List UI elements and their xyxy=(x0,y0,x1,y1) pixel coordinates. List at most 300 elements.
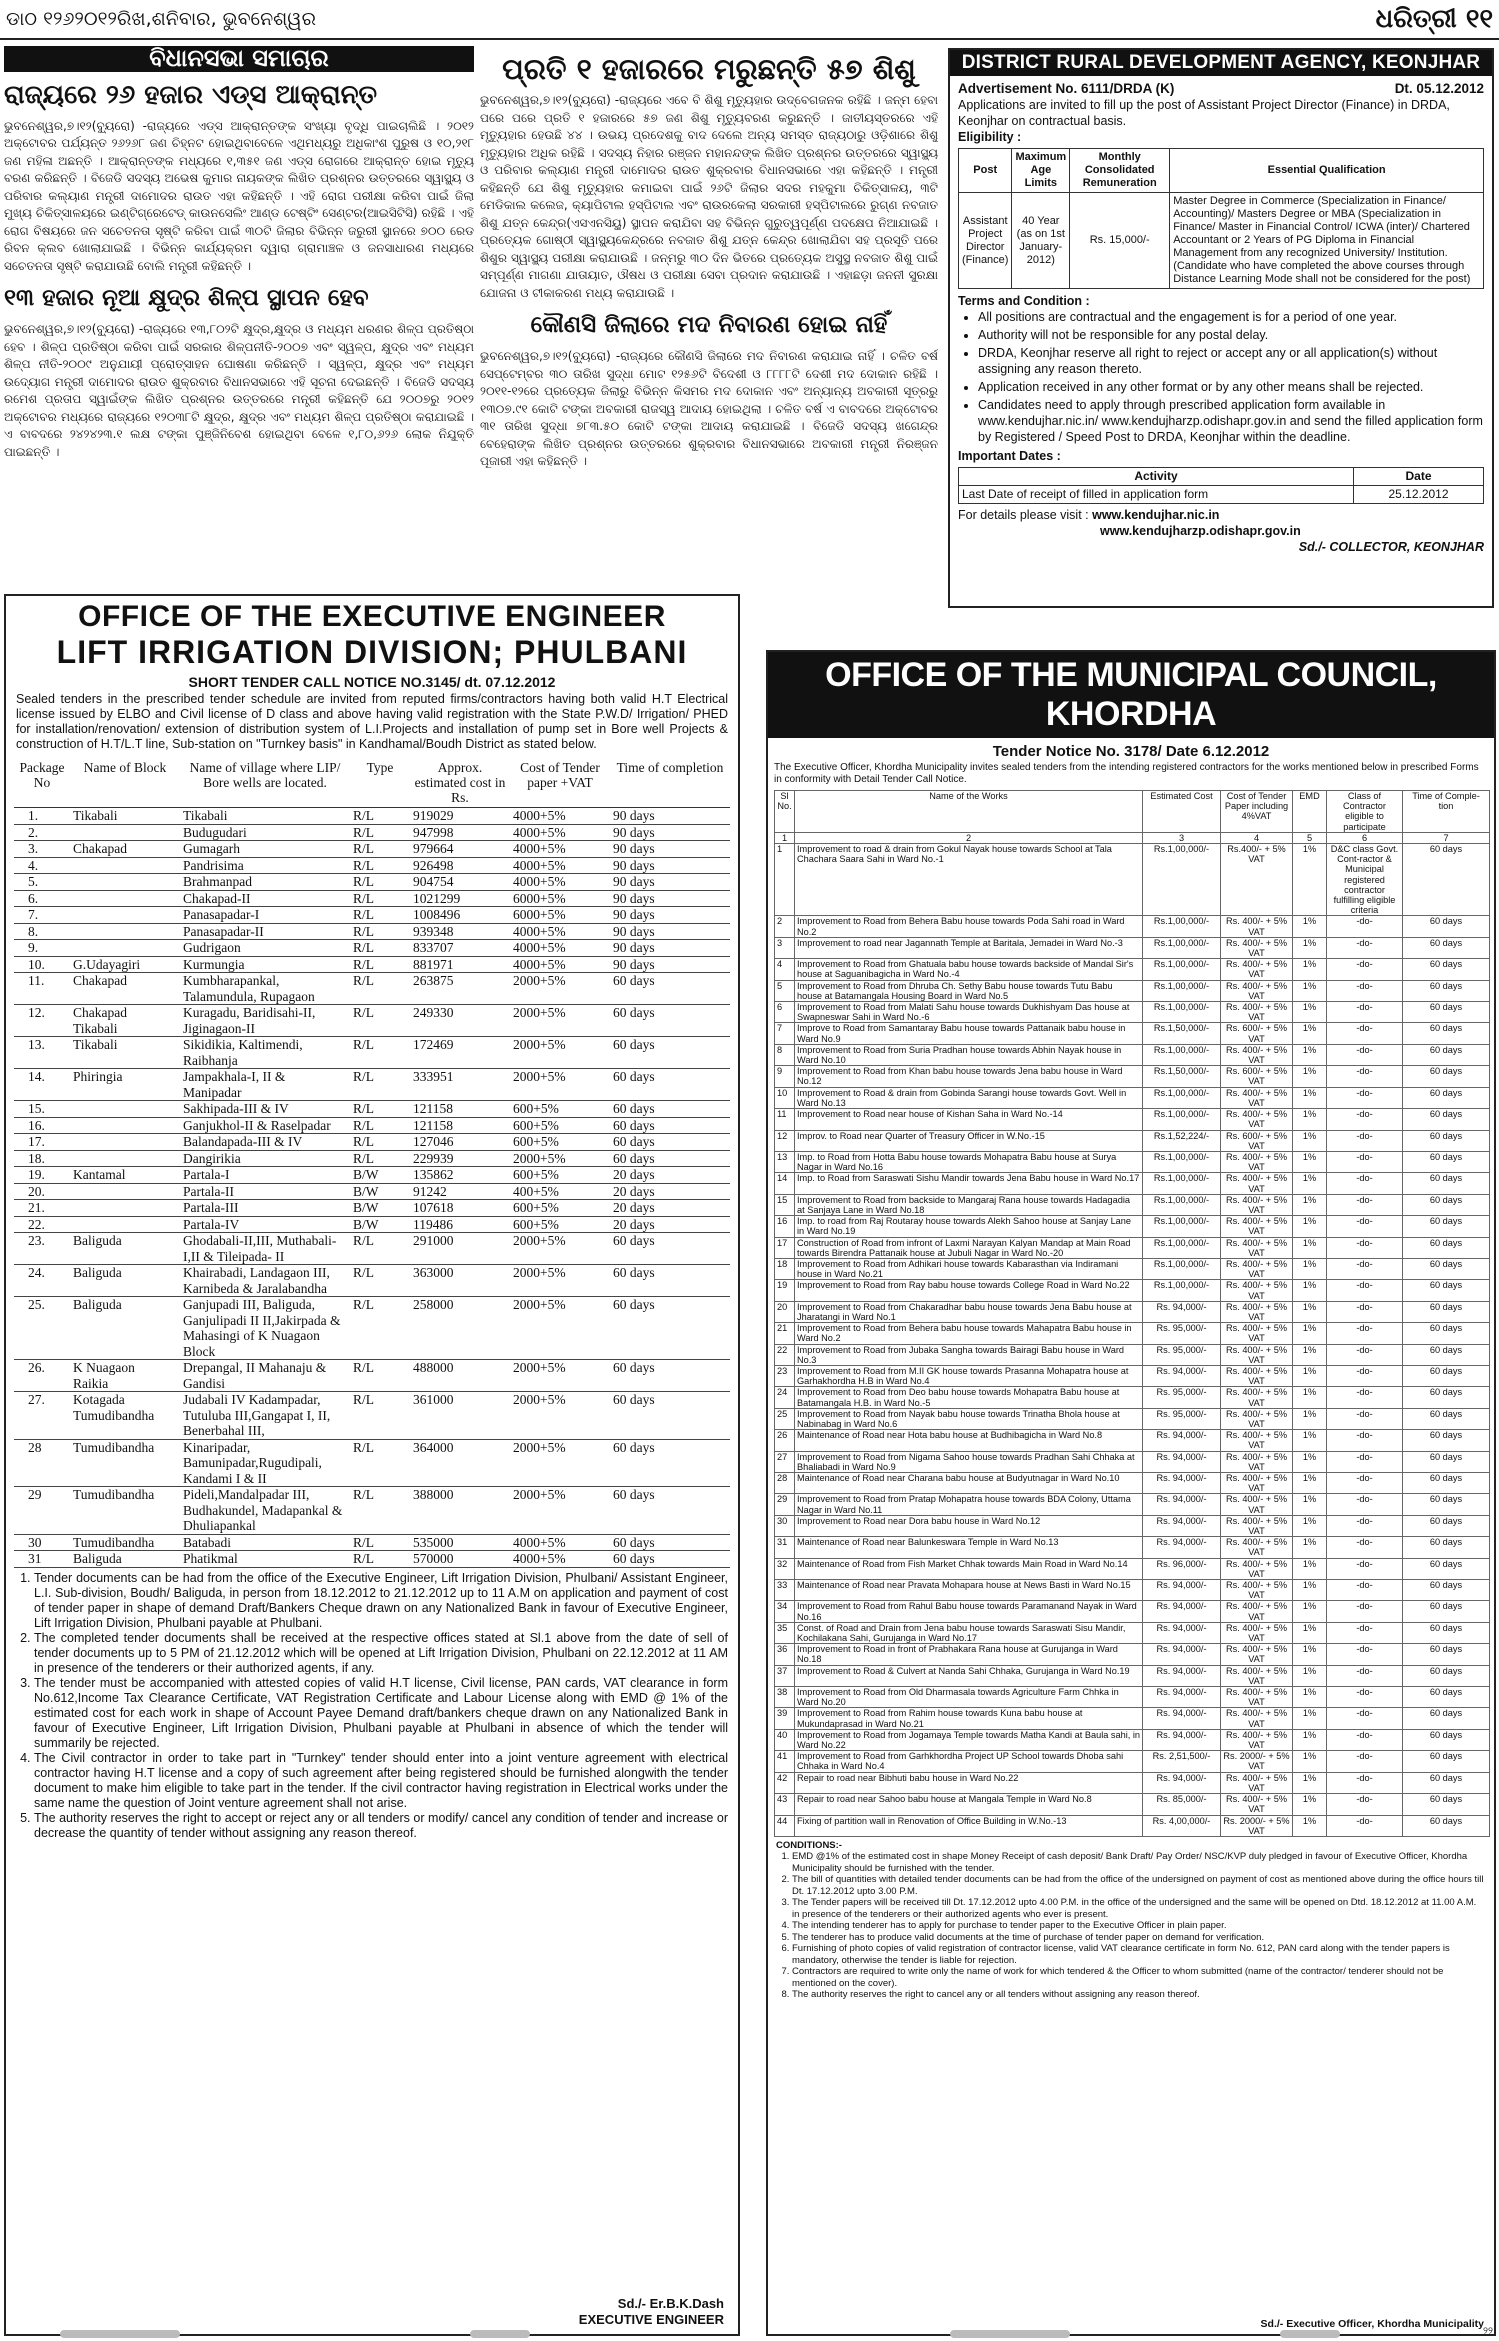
table-cell: Rs. 400/- + 5% VAT xyxy=(1221,1002,1293,1023)
table-cell: 291000 xyxy=(410,1233,510,1265)
table-cell: 600+5% xyxy=(510,1200,610,1217)
table-cell: 8. xyxy=(14,923,70,940)
table-cell: Rs. 400/- + 5% VAT xyxy=(1221,1216,1293,1237)
lift-notice-no: SHORT TENDER CALL NOTICE NO.3145/ dt. 07.12.2012 xyxy=(188,674,556,690)
table-cell: R/L xyxy=(350,940,410,957)
table-row xyxy=(775,1130,1490,1151)
table-cell: Rs. 400/- + 5% VAT xyxy=(1221,1365,1293,1386)
table-cell: 90 days xyxy=(610,923,730,940)
table-cell: Rs. 94,000/- xyxy=(1143,1772,1221,1793)
table-cell: Improvement to Road from Rahim house towards Kuna babu house at Mukundaprasad in Ward No.21 xyxy=(795,1708,1143,1729)
table-cell: 29 xyxy=(775,1494,795,1515)
table-cell: 90 days xyxy=(610,824,730,841)
table-cell: Tikabali xyxy=(70,808,180,825)
table-row xyxy=(14,1233,730,1265)
table-cell: R/L xyxy=(350,1101,410,1118)
table-cell: Rs. 95,000/- xyxy=(1143,1323,1221,1344)
table-cell: Improve to Road from Samantaray Babu house towards Pattanaik babu house in Ward No.9 xyxy=(795,1023,1143,1044)
table-cell: 60 days xyxy=(1403,1430,1490,1451)
table-cell: Rs. 400/- + 5% VAT xyxy=(1221,1258,1293,1279)
table-row xyxy=(775,1044,1490,1065)
table-row xyxy=(775,1365,1490,1386)
table-cell: 20 days xyxy=(610,1167,730,1184)
table-cell: Rs. 400/- + 5% VAT xyxy=(1221,1601,1293,1622)
table-cell: Rs.1,00,000/- xyxy=(1143,1237,1221,1258)
drda-activity-date: 25.12.2012 xyxy=(1354,486,1484,504)
table-cell: Improvement to Road from Ray babu house towards College Road in Ward No.22 xyxy=(795,1280,1143,1301)
table-cell: Tumudibandha xyxy=(70,1487,180,1535)
table-cell: 600+5% xyxy=(510,1117,610,1134)
table-row xyxy=(14,1005,730,1037)
table-cell: Rs.1,00,000/- xyxy=(1143,1087,1221,1108)
drda-th-activity: Activity xyxy=(959,468,1354,486)
table-cell: Rs. 400/- + 5% VAT xyxy=(1221,1173,1293,1194)
municipal-notice xyxy=(766,650,1496,2336)
table-cell: 2000+5% xyxy=(510,1392,610,1440)
table-cell: 44 xyxy=(775,1815,795,1836)
table-cell: -do- xyxy=(1327,1173,1403,1194)
table-row xyxy=(775,1173,1490,1194)
table-cell: 400+5% xyxy=(510,1183,610,1200)
table-cell: 1% xyxy=(1293,1815,1327,1836)
drda-th-pay: Monthly Consolidated Remuneration xyxy=(1070,149,1170,193)
table-cell: 28 xyxy=(14,1439,70,1487)
table-cell: 60 days xyxy=(610,1297,730,1360)
table-cell: 60 days xyxy=(610,1487,730,1535)
table-cell: 881971 xyxy=(410,956,510,973)
table-cell: G.Udayagiri xyxy=(70,956,180,973)
table-cell: 1% xyxy=(1293,1665,1327,1686)
table-cell: Rs. 400/- + 5% VAT xyxy=(1221,1515,1293,1536)
table-row xyxy=(14,923,730,940)
drda-advertisement xyxy=(948,48,1494,608)
table-row xyxy=(14,940,730,957)
table-cell: Panasapadar-II xyxy=(180,923,350,940)
table-cell: 60 days xyxy=(1403,1087,1490,1108)
table-cell: 60 days xyxy=(1403,1194,1490,1215)
table-cell: 91242 xyxy=(410,1183,510,1200)
table-cell: 60 days xyxy=(1403,1665,1490,1686)
table-row xyxy=(14,841,730,858)
table-cell: 1% xyxy=(1293,1687,1327,1708)
table-cell: -do- xyxy=(1327,1280,1403,1301)
table-cell: 39 xyxy=(775,1708,795,1729)
table-cell: 60 days xyxy=(610,1117,730,1134)
table-cell: Chakapad Tikabali xyxy=(70,1005,180,1037)
table-cell: Improvement to Road from Dhruba Ch. Sethy Babu house towards Tutu Babu house at Batamangala Housing Board in Ward No.5 xyxy=(795,980,1143,1001)
table-cell: 20. xyxy=(14,1183,70,1200)
table-cell: D&C class Govt. Cont-ractor & Municipal registered contractor fulfilling eligible criteria xyxy=(1327,844,1403,916)
table-cell: Chakapad-II xyxy=(180,890,350,907)
table-cell: Rs. 400/- + 5% VAT xyxy=(1221,937,1293,958)
muni-th: EMD xyxy=(1293,791,1327,833)
table-cell: Budugudari xyxy=(180,824,350,841)
drda-activity: Last Date of receipt of filled in application form xyxy=(959,486,1354,504)
table-cell: 35 xyxy=(775,1622,795,1643)
table-cell xyxy=(70,1183,180,1200)
table-cell: 2000+5% xyxy=(510,1439,610,1487)
table-cell xyxy=(70,907,180,924)
drda-visit-label: For details please visit : xyxy=(958,508,1089,522)
table-row xyxy=(14,1167,730,1184)
table-cell: 119486 xyxy=(410,1216,510,1233)
muni-signature: Sd./- Executive Officer, Khordha Municipality xyxy=(1260,2318,1484,2330)
table-cell: 60 days xyxy=(610,1265,730,1297)
table-cell: Imp. to road from Raj Routaray house towards Alekh Sahoo house at Sanjay Lane in Ward No.19 xyxy=(795,1216,1143,1237)
table-cell: 6 xyxy=(775,1002,795,1023)
table-cell: 363000 xyxy=(410,1265,510,1297)
table-cell: R/L xyxy=(350,1487,410,1535)
table-cell: 11 xyxy=(775,1109,795,1130)
table-cell: Maintenance of Road near Balunkeswara Temple in Ward No.13 xyxy=(795,1537,1143,1558)
table-cell: R/L xyxy=(350,1069,410,1101)
table-cell: Rs. 400/- + 5% VAT xyxy=(1221,1301,1293,1322)
drda-signature: Sd./- COLLECTOR, KEONJHAR xyxy=(1298,540,1484,554)
table-cell: R/L xyxy=(350,841,410,858)
table-cell: 60 days xyxy=(1403,1644,1490,1665)
table-cell: 1% xyxy=(1293,1473,1327,1494)
table-cell: -do- xyxy=(1327,937,1403,958)
table-cell: Gudrigaon xyxy=(180,940,350,957)
drda-site-1[interactable]: www.kendujhar.nic.in xyxy=(1092,508,1220,522)
table-row xyxy=(775,916,1490,937)
table-cell: 60 days xyxy=(1403,1708,1490,1729)
table-cell: 9 xyxy=(775,1066,795,1087)
table-cell: 600+5% xyxy=(510,1216,610,1233)
table-cell: Tumudibandha xyxy=(70,1534,180,1551)
liquor-article: ଭୁବନେଶ୍ୱର,୭।୧୨(ବ୍ୟୁରୋ) -ରାଜ୍ୟରେ କୌଣସି ଜିଲାରେ ମଦ ନିବାରଣ କରାଯାଇ ନାହିଁ । ଚଳିତ ବର୍ଷ ସେପ୍ଟେମ୍ବର ୩୦ ତାରିଖ ସୁଦ୍ଧା ମୋଟ ୧୨୫୬ଟି ବିଦେଶୀ ଓ ୮୮୮୮ଟି ଦେଶୀ ମଦ ଦୋକାନ ରହିଛି । ୨୦୧୧-୧୨ରେ ପ୍ରତ୍ୟେକ ଜିଲାରୁ ବିଭିନ୍ନ କିସମର ମଦ ଦୋକାନ ଏବଂ ଅନ୍ୟାନ୍ୟ ଅବକାରୀ ସୂତ୍ରରୁ ୧୩୦୭.୯୧ କୋଟି ଟଙ୍କା ଅବକାରୀ ରାଜସ୍ୱ ଆଦାୟ ହୋଇଥିଲା । ଚଳିତ ବର୍ଷ ଏ ବାବଦରେ ଅକ୍ଟୋବର ୩୧ ତାରିଖ ସୁଦ୍ଧା ୭୮୩.୫୦ କୋଟି ଟଙ୍କା ଆଦାୟ କରାଯାଇଛି । ବିଜେଡି ସଦସ୍ୟ ଖଗେନ୍ଦ୍ର ବେହେରାଙ୍କ ଲିଖିତ ପ୍ରଶ୍ନର ଉତ୍ତରରେ ଶୁକ୍ରବାର ବିଧାନସଭାରେ ଅବକାରୀ ମନ୍ତ୍ରୀ ନିରଞ୍ଜନ ପୂଜାରୀ ଏହା କହିଛନ୍ତି । xyxy=(480,349,938,468)
table-cell: Rs. 94,000/- xyxy=(1143,1451,1221,1472)
page-number: ୨୨ xyxy=(1483,2326,1493,2337)
table-cell: 2000+5% xyxy=(510,1265,610,1297)
table-cell: 16. xyxy=(14,1117,70,1134)
table-cell: 333951 xyxy=(410,1069,510,1101)
drda-site-2[interactable]: www.kendujharzp.odishapr.gov.in xyxy=(1100,524,1301,538)
table-cell: 28 xyxy=(775,1473,795,1494)
table-cell: Improvement to Road from Behera Babu house towards Poda Sahi road in Ward No.2 xyxy=(795,916,1143,937)
table-cell: Improvement to Road & Culvert at Nanda Sahi Chhaka, Gurujanga in Ward No.19 xyxy=(795,1665,1143,1686)
table-cell: R/L xyxy=(350,874,410,891)
table-cell: Partala-III xyxy=(180,1200,350,1217)
table-cell: 33 xyxy=(775,1580,795,1601)
table-cell: Kuragadu, Baridisahi-II, Jiginagaon-II xyxy=(180,1005,350,1037)
table-cell: R/L xyxy=(350,923,410,940)
table-cell: 2000+5% xyxy=(510,1487,610,1535)
table-cell: 19 xyxy=(775,1280,795,1301)
table-row xyxy=(775,1537,1490,1558)
table-cell: 60 days xyxy=(1403,1002,1490,1023)
table-cell: K Nuagaon Raikia xyxy=(70,1360,180,1392)
muni-colnum: 4 xyxy=(1221,832,1293,843)
table-cell: 60 days xyxy=(1403,1130,1490,1151)
table-cell: -do- xyxy=(1327,980,1403,1001)
table-cell: 979664 xyxy=(410,841,510,858)
table-cell: 60 days xyxy=(1403,1237,1490,1258)
table-cell: 1% xyxy=(1293,959,1327,980)
table-cell: Rs. 400/- + 5% VAT xyxy=(1221,1109,1293,1130)
table-cell: Improvement to road near Jagannath Temple at Baritala, Jemadei in Ward No.-3 xyxy=(795,937,1143,958)
table-cell: -do- xyxy=(1327,1794,1403,1815)
table-cell: -do- xyxy=(1327,1023,1403,1044)
table-cell: Partala-II xyxy=(180,1183,350,1200)
lift-sig-name: Sd./- Er.B.K.Dash xyxy=(617,2296,724,2311)
table-cell: 29 xyxy=(14,1487,70,1535)
table-cell: 25 xyxy=(775,1408,795,1429)
table-cell: -do- xyxy=(1327,1494,1403,1515)
table-cell: -do- xyxy=(1327,1002,1403,1023)
table-cell: R/L xyxy=(350,1134,410,1151)
table-cell: 60 days xyxy=(610,1392,730,1440)
table-cell: -do- xyxy=(1327,1066,1403,1087)
table-cell: 36 xyxy=(775,1644,795,1665)
table-cell: Ganjupadi III, Baliguda, Ganjulipadi II II,Jakirpada & Mahasingi of K Nuagaon Block xyxy=(180,1297,350,1360)
table-cell: Rs. 400/- + 5% VAT xyxy=(1221,1194,1293,1215)
muni-condition: 5. The tenderer has to produce valid documents at the time of purchase of tender paper on demand for verification. xyxy=(792,1932,1486,1944)
industry-article: ଭୁବନେଶ୍ୱର,୭।୧୨(ବ୍ୟୁରୋ) -ରାଜ୍ୟରେ ୧୩,୮୦୨ଟି କ୍ଷୁଦ୍ର,କ୍ଷୁଦ୍ର ଓ ମଧ୍ୟମ ଧରଣର ଶିଳ୍ପ ପ୍ରତିଷ୍ଠା ହେବ । ଶିଳ୍ପ ପ୍ରତିଷ୍ଠା କରିବା ପାଇଁ ସରକାର ଶିଳ୍ପନୀତି-୨୦୦୭ ଏବଂ ସ୍ୱଳ୍ପ, କ୍ଷୁଦ୍ର ଏବଂ ମଧ୍ୟମ ଶିଳ୍ପ ନୀତି-୨୦୦୯ ଅନୁଯାୟୀ ପ୍ରୋତ୍ସାହନ ଘୋଷଣା କରିଛନ୍ତି । ସ୍ୱଳ୍ପ, କ୍ଷୁଦ୍ର ଏବଂ ମଧ୍ୟମ ଉଦ୍ୟୋଗ ମନ୍ତ୍ରୀ ଦାମୋଦର ରାଉତ ଶୁକ୍ରବାର ବିଧାନସଭାରେ ଏହି ସୂଚନା ଦେଇଛନ୍ତି । ବିଜେଡି ସଦସ୍ୟ ରମେଶ ପ୍ରତାପ ସ୍ୱାଇଁଙ୍କ ଲିଖିତ ପ୍ରଶ୍ନର ଉତ୍ତରରେ ମନ୍ତ୍ରୀ କହିଛନ୍ତି ଯେ ୨୦୦୭ରୁ ୨୦୧୨ ଅକ୍ଟୋବର ମଧ୍ୟରେ ରାଜ୍ୟରେ ୧୨୦୩୮ଟି କ୍ଷୁଦ୍ର, କ୍ଷୁଦ୍ର ଏବଂ ମଧ୍ୟମ ଶିଳ୍ପ ପ୍ରତିଷ୍ଠା କରାଯାଇଛି । ଏ ବାବଦରେ ୨୪୨୪୨୩.୧ ଲକ୍ଷ ଟଙ୍କା ପୁଞ୍ଜିନିବେଶ ହୋଇଥିବା ବେଳେ ୧,୮୦,୬୨୬ ଲୋକ ନିଯୁକ୍ତି ପାଇଛନ୍ତି । xyxy=(4,322,474,459)
table-cell: Rs.1,00,000/- xyxy=(1143,1258,1221,1279)
table-cell: B/W xyxy=(350,1200,410,1217)
table-cell: 60 days xyxy=(610,1233,730,1265)
table-cell: Panasapadar-I xyxy=(180,907,350,924)
table-cell: Rs. 94,000/- xyxy=(1143,1494,1221,1515)
lift-note: 4. The Civil contractor in order to take part in "Turnkey" tender should enter into a joint venture agreement with electrical contractor having H.T license and a copy of such agreement after being registered should be furnished alongwith the tender document to make him eligible to take part in the tender. If the civil contractor having registration in Electrical works under the same name the question of Joint venture agreement shall not arise. xyxy=(34,1751,728,1811)
table-cell: -do- xyxy=(1327,1644,1403,1665)
table-cell: 2000+5% xyxy=(510,1069,610,1101)
table-row xyxy=(775,1387,1490,1408)
table-cell: Rs. 94,000/- xyxy=(1143,1580,1221,1601)
table-cell: Improv. to Road near Quarter of Treasury Officer in W.No.-15 xyxy=(795,1130,1143,1151)
muni-th: Class of Contractor eligible to participate xyxy=(1327,791,1403,833)
table-cell: Repair to road near Sahoo babu house at Mangala Temple in Ward No.8 xyxy=(795,1794,1143,1815)
table-cell: Rs.1,00,000/- xyxy=(1143,1216,1221,1237)
table-cell: Improvement to Road from M.II GK house towards Prasanna Mohapatra house at Garhakhordha H.B in Ward No.4 xyxy=(795,1365,1143,1386)
table-cell: 60 days xyxy=(610,1534,730,1551)
lift-th: Type xyxy=(350,758,410,808)
table-cell: 60 days xyxy=(1403,1537,1490,1558)
table-cell: 11. xyxy=(14,973,70,1005)
table-cell: 1% xyxy=(1293,1344,1327,1365)
table-cell: 60 days xyxy=(1403,1494,1490,1515)
table-row xyxy=(775,1323,1490,1344)
table-cell: -do- xyxy=(1327,1751,1403,1772)
table-cell: 90 days xyxy=(610,907,730,924)
table-cell: Rs. 600/- + 5% VAT xyxy=(1221,1130,1293,1151)
table-cell: Rs. 94,000/- xyxy=(1143,1601,1221,1622)
table-cell: Improvement to Road from Deo babu house towards Mohapatra Babu house at Batamangala H.B. in Ward No.-5 xyxy=(795,1387,1143,1408)
table-cell: Rs. 400/- + 5% VAT xyxy=(1221,1644,1293,1665)
table-cell: 1% xyxy=(1293,937,1327,958)
table-cell: 2000+5% xyxy=(510,1150,610,1167)
table-cell: Improvement to Road from Nigama Sahoo house towards Pradhan Sahi Chhaka at Bhaliabadi in Ward No.9 xyxy=(795,1451,1143,1472)
table-cell: Rs. 94,000/- xyxy=(1143,1430,1221,1451)
table-row xyxy=(14,874,730,891)
table-cell: 2000+5% xyxy=(510,1037,610,1069)
table-cell: 20 xyxy=(775,1301,795,1322)
table-cell: -do- xyxy=(1327,916,1403,937)
table-cell: 1% xyxy=(1293,1280,1327,1301)
table-cell: 4000+5% xyxy=(510,841,610,858)
table-cell: 488000 xyxy=(410,1360,510,1392)
table-cell: 4000+5% xyxy=(510,874,610,891)
table-cell: Rs. 400/- + 5% VAT xyxy=(1221,1430,1293,1451)
table-cell: Rs. 94,000/- xyxy=(1143,1301,1221,1322)
table-cell: 4000+5% xyxy=(510,824,610,841)
table-cell: Improvement to Road from Ghatuala babu house towards backside of Mandal Sir's house at Saguanibagicha in Ward No.-4 xyxy=(795,959,1143,980)
table-cell: 6000+5% xyxy=(510,890,610,907)
table-cell: Sikidikia, Kaltimendi, Raibhanja xyxy=(180,1037,350,1069)
table-cell: Rs. 400/- + 5% VAT xyxy=(1221,1280,1293,1301)
table-cell: 60 days xyxy=(610,1037,730,1069)
table-cell: 249330 xyxy=(410,1005,510,1037)
table-row xyxy=(14,1150,730,1167)
muni-colnum: 5 xyxy=(1293,832,1327,843)
drda-intro: Applications are invited to fill up the post of Assistant Project Director (Finance) in DRDA, Keonjhar on contractual basis. xyxy=(958,98,1450,128)
table-cell: -do- xyxy=(1327,1258,1403,1279)
muni-th: Name of the Works xyxy=(795,791,1143,833)
table-cell: 60 days xyxy=(610,1439,730,1487)
table-cell: 60 days xyxy=(1403,1558,1490,1579)
table-cell: 25. xyxy=(14,1297,70,1360)
table-cell: 1% xyxy=(1293,1151,1327,1172)
table-cell: 4000+5% xyxy=(510,940,610,957)
drda-th-post: Post xyxy=(959,149,1012,193)
table-cell: Rs.1,00,000/- xyxy=(1143,1044,1221,1065)
table-row xyxy=(14,1069,730,1101)
table-cell: 263875 xyxy=(410,973,510,1005)
table-cell: 60 days xyxy=(1403,937,1490,958)
table-cell: 60 days xyxy=(1403,1408,1490,1429)
table-cell: -do- xyxy=(1327,959,1403,980)
registration-mark xyxy=(1280,2330,1340,2338)
table-cell: Kantamal xyxy=(70,1167,180,1184)
registration-mark xyxy=(470,2330,530,2338)
table-cell: Rs.1,00,000/- xyxy=(1143,1173,1221,1194)
table-cell: 12 xyxy=(775,1130,795,1151)
table-cell: Rs. 94,000/- xyxy=(1143,1665,1221,1686)
table-cell: -do- xyxy=(1327,1365,1403,1386)
table-cell: -do- xyxy=(1327,1622,1403,1643)
table-row xyxy=(775,980,1490,1001)
table-cell: 60 days xyxy=(1403,1515,1490,1536)
table-cell: Rs.1,52,224/- xyxy=(1143,1130,1221,1151)
table-row xyxy=(775,1815,1490,1836)
table-cell: Improvement to Road from Pratap Mohapatra house towards BDA Colony, Uttama Nagar in Ward No.11 xyxy=(795,1494,1143,1515)
table-cell: R/L xyxy=(350,1265,410,1297)
table-cell: 22 xyxy=(775,1344,795,1365)
table-cell: Partala-I xyxy=(180,1167,350,1184)
registration-mark xyxy=(950,2330,1070,2338)
table-cell: -do- xyxy=(1327,1237,1403,1258)
table-cell: 60 days xyxy=(1403,1580,1490,1601)
table-cell: -do- xyxy=(1327,1044,1403,1065)
table-cell: -do- xyxy=(1327,1537,1403,1558)
table-cell: 60 days xyxy=(610,1069,730,1101)
table-cell: 947998 xyxy=(410,824,510,841)
muni-colnum: 7 xyxy=(1403,832,1490,843)
table-cell: 4000+5% xyxy=(510,1551,610,1568)
table-row xyxy=(775,1002,1490,1023)
table-cell: R/L xyxy=(350,973,410,1005)
table-cell: R/L xyxy=(350,1150,410,1167)
table-cell: Improvement to Road from Nayak babu house towards Trinatha Bhola house at Nabinabag in Ward No.6 xyxy=(795,1408,1143,1429)
table-row xyxy=(14,1265,730,1297)
table-cell: -do- xyxy=(1327,1708,1403,1729)
table-cell: Baliguda xyxy=(70,1551,180,1568)
table-cell: Rs. 95,000/- xyxy=(1143,1344,1221,1365)
table-row xyxy=(775,1794,1490,1815)
table-cell: 1% xyxy=(1293,1237,1327,1258)
lift-th: Cost of Tender paper +VAT xyxy=(510,758,610,808)
table-row xyxy=(775,1408,1490,1429)
table-cell xyxy=(70,824,180,841)
table-cell: Kinaripadar, Bamunipadar,Rugudipali, Kandami I & II xyxy=(180,1439,350,1487)
table-cell: 27 xyxy=(775,1451,795,1472)
table-cell: 60 days xyxy=(1403,1023,1490,1044)
table-cell: 1% xyxy=(1293,1173,1327,1194)
table-cell: Rs. 2,51,500/- xyxy=(1143,1751,1221,1772)
table-cell: 30 xyxy=(775,1515,795,1536)
table-cell: Rs. 2000/- + 5% VAT xyxy=(1221,1751,1293,1772)
table-cell: Rs.1,00,000/- xyxy=(1143,916,1221,937)
table-cell: 5 xyxy=(775,980,795,1001)
muni-condition: 4. The intending tenderer has to apply for purchase to tender paper to the Executive Officer in plain paper. xyxy=(792,1920,1486,1932)
table-cell: Tikabali xyxy=(70,1037,180,1069)
table-cell: 60 days xyxy=(610,973,730,1005)
table-cell xyxy=(70,1200,180,1217)
table-cell: Chakapad xyxy=(70,841,180,858)
page-footer xyxy=(0,2326,1499,2341)
table-row xyxy=(775,1087,1490,1108)
table-cell: R/L xyxy=(350,857,410,874)
table-cell: Improvement to road & drain from Gokul Nayak house towards School at Tala Chachara Saara Sahi in Ward No.-1 xyxy=(795,844,1143,916)
table-cell: 60 days xyxy=(1403,959,1490,980)
muni-colnum: 1 xyxy=(775,832,795,843)
table-cell: 19. xyxy=(14,1167,70,1184)
table-row xyxy=(14,907,730,924)
muni-condition: 6. Furnishing of photo copies of valid registration of contractor license, valid VAT clearance certificate in form No. 612, PAN card along with the tender papers is mandatory, otherwise the tender is liable for rejection. xyxy=(792,1943,1486,1966)
drda-th-qual: Essential Qualification xyxy=(1170,149,1484,193)
table-cell: -do- xyxy=(1327,1323,1403,1344)
table-row xyxy=(775,1665,1490,1686)
table-cell: -do- xyxy=(1327,1815,1403,1836)
muni-colnum: 2 xyxy=(795,832,1143,843)
table-cell: Phiringia xyxy=(70,1069,180,1101)
table-row xyxy=(775,1216,1490,1237)
table-cell: Rs. 400/- + 5% VAT xyxy=(1221,1558,1293,1579)
infant-headline: ପ୍ରତି ୧ ହଜାରରେ ମରୁଛନ୍ତି ୫୭ ଶିଶୁ xyxy=(502,52,916,86)
table-cell: 1% xyxy=(1293,1580,1327,1601)
table-cell: Rs. 400/- + 5% VAT xyxy=(1221,1473,1293,1494)
table-cell: Rs. 400/- + 5% VAT xyxy=(1221,916,1293,937)
table-cell: 13. xyxy=(14,1037,70,1069)
table-cell: -do- xyxy=(1327,1216,1403,1237)
table-row xyxy=(14,824,730,841)
table-cell: 1% xyxy=(1293,1558,1327,1579)
table-cell: Tikabali xyxy=(180,808,350,825)
table-cell: 4000+5% xyxy=(510,956,610,973)
table-cell: B/W xyxy=(350,1167,410,1184)
table-cell: Rs. 400/- + 5% VAT xyxy=(1221,1151,1293,1172)
table-cell: 570000 xyxy=(410,1551,510,1568)
table-cell: R/L xyxy=(350,1037,410,1069)
muni-colnum: 6 xyxy=(1327,832,1403,843)
table-cell: Rs. 400/- + 5% VAT xyxy=(1221,959,1293,980)
drda-th-date: Date xyxy=(1354,468,1484,486)
table-row xyxy=(775,1258,1490,1279)
drda-dates-table xyxy=(958,467,1484,504)
table-cell: Improvement to Road near Dora babu house in Ward No.12 xyxy=(795,1515,1143,1536)
table-cell: Rs. 4,00,000/- xyxy=(1143,1815,1221,1836)
